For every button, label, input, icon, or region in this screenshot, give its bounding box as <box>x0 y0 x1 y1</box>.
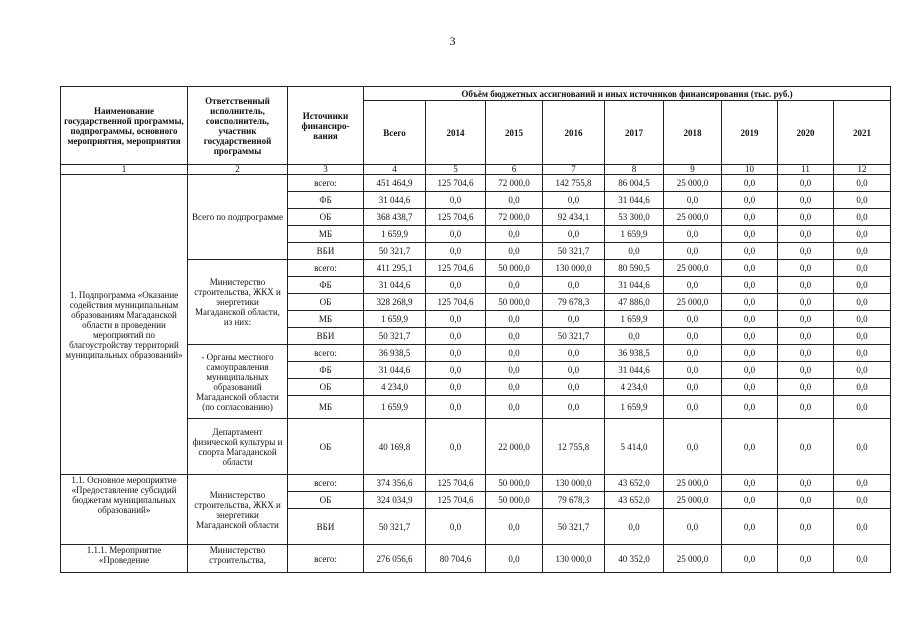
value-2017: 40 352,0 <box>605 545 664 573</box>
value-2021: 0,0 <box>834 396 891 419</box>
value-total: 1 659,9 <box>364 311 426 328</box>
value-2016: 0,0 <box>543 311 605 328</box>
value-2017: 86 004,5 <box>605 175 664 192</box>
value-2016: 50 321,7 <box>543 509 605 545</box>
column-number: 10 <box>722 165 778 175</box>
value-2017: 43 652,0 <box>605 475 664 492</box>
value-2020: 0,0 <box>778 294 834 311</box>
value-2019: 0,0 <box>722 419 778 475</box>
value-2017: 53 300,0 <box>605 209 664 226</box>
value-2015: 72 000,0 <box>486 209 543 226</box>
value-2016: 50 321,7 <box>543 328 605 345</box>
value-2017: 47 886,0 <box>605 294 664 311</box>
value-2019: 0,0 <box>722 379 778 396</box>
column-number: 2 <box>188 165 288 175</box>
value-2021: 0,0 <box>834 328 891 345</box>
value-total: 31 044,6 <box>364 277 426 294</box>
value-total: 4 234,0 <box>364 379 426 396</box>
value-2014: 0,0 <box>426 277 486 294</box>
value-total: 276 056,6 <box>364 545 426 573</box>
header-source: Источники финансиро-вания <box>288 87 364 165</box>
value-2017: 43 652,0 <box>605 492 664 509</box>
program-name: 1.1. Основное мероприятие «Предоставление субсидий бюджетам муниципальных образований» <box>61 475 188 545</box>
value-2017: 36 938,5 <box>605 345 664 362</box>
value-2018: 0,0 <box>664 311 722 328</box>
value-2018: 0,0 <box>664 362 722 379</box>
funding-source: всего: <box>288 260 364 277</box>
value-2018: 25 000,0 <box>664 545 722 573</box>
value-2016: 0,0 <box>543 379 605 396</box>
value-2014: 125 704,6 <box>426 492 486 509</box>
value-2015: 0,0 <box>486 345 543 362</box>
value-2018: 0,0 <box>664 379 722 396</box>
value-2016: 92 434,1 <box>543 209 605 226</box>
funding-source: всего: <box>288 345 364 362</box>
value-2021: 0,0 <box>834 209 891 226</box>
column-number: 3 <box>288 165 364 175</box>
program-name: 1. Подпрограмма «Оказание содействия муниципальным образованиям Магаданской области в проведении мероприятий по благоустройству территорий муниципальных образований» <box>61 175 188 475</box>
value-2014: 0,0 <box>426 419 486 475</box>
column-number: 4 <box>364 165 426 175</box>
value-2021: 0,0 <box>834 226 891 243</box>
value-2018: 0,0 <box>664 226 722 243</box>
value-2016: 130 000,0 <box>543 475 605 492</box>
value-2020: 0,0 <box>778 260 834 277</box>
value-2021: 0,0 <box>834 379 891 396</box>
table-row <box>61 475 891 492</box>
value-2020: 0,0 <box>778 419 834 475</box>
value-2019: 0,0 <box>722 545 778 573</box>
funding-source: ФБ <box>288 192 364 209</box>
value-2017: 0,0 <box>605 243 664 260</box>
value-2016: 0,0 <box>543 192 605 209</box>
funding-source: всего: <box>288 545 364 573</box>
value-2016: 79 678,3 <box>543 294 605 311</box>
value-2015: 22 000,0 <box>486 419 543 475</box>
value-total: 451 464,9 <box>364 175 426 192</box>
value-2017: 0,0 <box>605 509 664 545</box>
funding-source: ОБ <box>288 419 364 475</box>
value-2020: 0,0 <box>778 277 834 294</box>
value-2016: 12 755,8 <box>543 419 605 475</box>
value-2021: 0,0 <box>834 243 891 260</box>
header-total: Всего <box>364 101 426 165</box>
executor-cell: Всего по подпрограмме <box>188 175 288 260</box>
value-2019: 0,0 <box>722 311 778 328</box>
value-2017: 80 590,5 <box>605 260 664 277</box>
value-2014: 125 704,6 <box>426 209 486 226</box>
value-2018: 0,0 <box>664 192 722 209</box>
funding-source: ОБ <box>288 492 364 509</box>
header-year-2015: 2015 <box>486 101 543 165</box>
value-2020: 0,0 <box>778 362 834 379</box>
value-total: 324 034,9 <box>364 492 426 509</box>
value-2015: 0,0 <box>486 362 543 379</box>
value-2020: 0,0 <box>778 175 834 192</box>
page-number: 3 <box>449 34 456 48</box>
column-number: 6 <box>486 165 543 175</box>
value-total: 36 938,5 <box>364 345 426 362</box>
value-2020: 0,0 <box>778 192 834 209</box>
value-2018: 25 000,0 <box>664 492 722 509</box>
value-2018: 25 000,0 <box>664 260 722 277</box>
value-2016: 50 321,7 <box>543 243 605 260</box>
value-2017: 1 659,9 <box>605 396 664 419</box>
value-2015: 0,0 <box>486 509 543 545</box>
table-row <box>61 545 891 573</box>
executor-cell: Министерство строительства, <box>188 545 288 573</box>
value-total: 31 044,6 <box>364 192 426 209</box>
funding-source: ВБИ <box>288 243 364 260</box>
value-total: 368 438,7 <box>364 209 426 226</box>
value-2015: 0,0 <box>486 545 543 573</box>
header-year-2014: 2014 <box>426 101 486 165</box>
value-total: 328 268,9 <box>364 294 426 311</box>
value-2019: 0,0 <box>722 294 778 311</box>
value-2015: 72 000,0 <box>486 175 543 192</box>
value-total: 374 356,6 <box>364 475 426 492</box>
funding-source: ОБ <box>288 294 364 311</box>
value-2020: 0,0 <box>778 475 834 492</box>
value-2015: 0,0 <box>486 311 543 328</box>
value-2019: 0,0 <box>722 362 778 379</box>
value-2017: 31 044,6 <box>605 277 664 294</box>
value-2021: 0,0 <box>834 294 891 311</box>
value-2016: 0,0 <box>543 396 605 419</box>
column-number-row <box>61 165 891 175</box>
funding-source: ФБ <box>288 362 364 379</box>
value-2020: 0,0 <box>778 545 834 573</box>
value-2016: 0,0 <box>543 345 605 362</box>
value-2017: 1 659,9 <box>605 226 664 243</box>
value-2017: 1 659,9 <box>605 311 664 328</box>
value-2021: 0,0 <box>834 545 891 573</box>
value-2014: 0,0 <box>426 345 486 362</box>
value-2020: 0,0 <box>778 243 834 260</box>
funding-source: ФБ <box>288 277 364 294</box>
value-2017: 5 414,0 <box>605 419 664 475</box>
value-total: 1 659,9 <box>364 396 426 419</box>
value-2016: 0,0 <box>543 362 605 379</box>
value-2021: 0,0 <box>834 175 891 192</box>
value-2019: 0,0 <box>722 243 778 260</box>
value-2021: 0,0 <box>834 277 891 294</box>
table-row <box>61 175 891 192</box>
value-2019: 0,0 <box>722 192 778 209</box>
value-total: 411 295,1 <box>364 260 426 277</box>
header-year-2018: 2018 <box>664 101 722 165</box>
value-2016: 130 000,0 <box>543 545 605 573</box>
value-2015: 0,0 <box>486 379 543 396</box>
value-2017: 31 044,6 <box>605 362 664 379</box>
value-total: 50 321,7 <box>364 243 426 260</box>
value-2019: 0,0 <box>722 492 778 509</box>
header-year-2019: 2019 <box>722 101 778 165</box>
executor-cell: - Органы местного самоуправления муниципальных образований Магаданской области (по согласованию) <box>188 345 288 419</box>
value-2021: 0,0 <box>834 419 891 475</box>
value-2021: 0,0 <box>834 311 891 328</box>
funding-source: всего: <box>288 475 364 492</box>
value-2020: 0,0 <box>778 509 834 545</box>
executor-cell: Департамент физической культуры и спорта Магаданской области <box>188 419 288 475</box>
value-2017: 4 234,0 <box>605 379 664 396</box>
value-2015: 0,0 <box>486 226 543 243</box>
value-2014: 125 704,6 <box>426 175 486 192</box>
program-name: 1.1.1. Мероприятие «Проведение <box>61 545 188 573</box>
funding-source: ВБИ <box>288 328 364 345</box>
value-2020: 0,0 <box>778 209 834 226</box>
value-2021: 0,0 <box>834 475 891 492</box>
value-2018: 0,0 <box>664 396 722 419</box>
value-2021: 0,0 <box>834 345 891 362</box>
value-2018: 0,0 <box>664 243 722 260</box>
funding-source: ОБ <box>288 209 364 226</box>
value-2016: 0,0 <box>543 226 605 243</box>
header-year-2020: 2020 <box>778 101 834 165</box>
value-2014: 0,0 <box>426 328 486 345</box>
budget-table <box>60 86 891 573</box>
value-2019: 0,0 <box>722 175 778 192</box>
header-volume: Объём бюджетных ассигнований и иных источников финансирования (тыс. руб.) <box>364 87 891 101</box>
value-2016: 142 755,8 <box>543 175 605 192</box>
value-2021: 0,0 <box>834 192 891 209</box>
value-2018: 25 000,0 <box>664 475 722 492</box>
value-2019: 0,0 <box>722 277 778 294</box>
value-2018: 25 000,0 <box>664 209 722 226</box>
value-2021: 0,0 <box>834 260 891 277</box>
value-2014: 125 704,6 <box>426 294 486 311</box>
value-2020: 0,0 <box>778 396 834 419</box>
value-2018: 25 000,0 <box>664 175 722 192</box>
value-2014: 125 704,6 <box>426 260 486 277</box>
value-2015: 0,0 <box>486 328 543 345</box>
column-number: 7 <box>543 165 605 175</box>
value-total: 50 321,7 <box>364 509 426 545</box>
funding-source: всего: <box>288 175 364 192</box>
value-2015: 0,0 <box>486 277 543 294</box>
value-2017: 0,0 <box>605 328 664 345</box>
value-2014: 0,0 <box>426 243 486 260</box>
value-2020: 0,0 <box>778 379 834 396</box>
value-2019: 0,0 <box>722 345 778 362</box>
value-2014: 125 704,6 <box>426 475 486 492</box>
value-2021: 0,0 <box>834 492 891 509</box>
value-2014: 0,0 <box>426 362 486 379</box>
value-2019: 0,0 <box>722 509 778 545</box>
value-2015: 50 000,0 <box>486 260 543 277</box>
column-number: 12 <box>834 165 891 175</box>
column-number: 11 <box>778 165 834 175</box>
value-2015: 50 000,0 <box>486 492 543 509</box>
value-total: 31 044,6 <box>364 362 426 379</box>
value-2015: 0,0 <box>486 396 543 419</box>
header-executor: Ответственный исполнитель, соисполнитель, участник государственной программы <box>188 87 288 165</box>
column-number: 5 <box>426 165 486 175</box>
value-2020: 0,0 <box>778 345 834 362</box>
value-total: 40 169,8 <box>364 419 426 475</box>
value-2021: 0,0 <box>834 509 891 545</box>
funding-source: МБ <box>288 396 364 419</box>
value-2018: 0,0 <box>664 509 722 545</box>
value-2016: 0,0 <box>543 277 605 294</box>
header-name: Наименование государственной программы, подпрограммы, основного мероприятия, мероприятия <box>61 87 188 165</box>
value-2019: 0,0 <box>722 209 778 226</box>
column-number: 8 <box>605 165 664 175</box>
value-2014: 0,0 <box>426 226 486 243</box>
executor-cell: Министерство строительства, ЖКХ и энергетики Магаданской области <box>188 475 288 545</box>
value-2017: 31 044,6 <box>605 192 664 209</box>
value-2018: 0,0 <box>664 328 722 345</box>
value-2019: 0,0 <box>722 475 778 492</box>
value-2018: 0,0 <box>664 345 722 362</box>
value-2016: 130 000,0 <box>543 260 605 277</box>
value-2016: 79 678,3 <box>543 492 605 509</box>
value-2020: 0,0 <box>778 311 834 328</box>
value-2019: 0,0 <box>722 226 778 243</box>
value-total: 1 659,9 <box>364 226 426 243</box>
value-2014: 0,0 <box>426 311 486 328</box>
value-2015: 50 000,0 <box>486 475 543 492</box>
value-2018: 0,0 <box>664 277 722 294</box>
value-2018: 0,0 <box>664 419 722 475</box>
value-2015: 50 000,0 <box>486 294 543 311</box>
value-2015: 0,0 <box>486 243 543 260</box>
funding-source: ВБИ <box>288 509 364 545</box>
value-2020: 0,0 <box>778 226 834 243</box>
value-total: 50 321,7 <box>364 328 426 345</box>
value-2014: 80 704,6 <box>426 545 486 573</box>
value-2014: 0,0 <box>426 379 486 396</box>
column-number: 9 <box>664 165 722 175</box>
header-year-2017: 2017 <box>605 101 664 165</box>
funding-source: ОБ <box>288 379 364 396</box>
value-2020: 0,0 <box>778 492 834 509</box>
value-2021: 0,0 <box>834 362 891 379</box>
value-2019: 0,0 <box>722 328 778 345</box>
executor-cell: Министерство строительства, ЖКХ и энергетики Магаданской области, из них: <box>188 260 288 345</box>
value-2014: 0,0 <box>426 509 486 545</box>
value-2014: 0,0 <box>426 192 486 209</box>
funding-source: МБ <box>288 311 364 328</box>
value-2020: 0,0 <box>778 328 834 345</box>
value-2019: 0,0 <box>722 260 778 277</box>
header-year-2021: 2021 <box>834 101 891 165</box>
value-2014: 0,0 <box>426 396 486 419</box>
header-year-2016: 2016 <box>543 101 605 165</box>
value-2018: 25 000,0 <box>664 294 722 311</box>
column-number: 1 <box>61 165 188 175</box>
value-2015: 0,0 <box>486 192 543 209</box>
funding-source: МБ <box>288 226 364 243</box>
value-2019: 0,0 <box>722 396 778 419</box>
